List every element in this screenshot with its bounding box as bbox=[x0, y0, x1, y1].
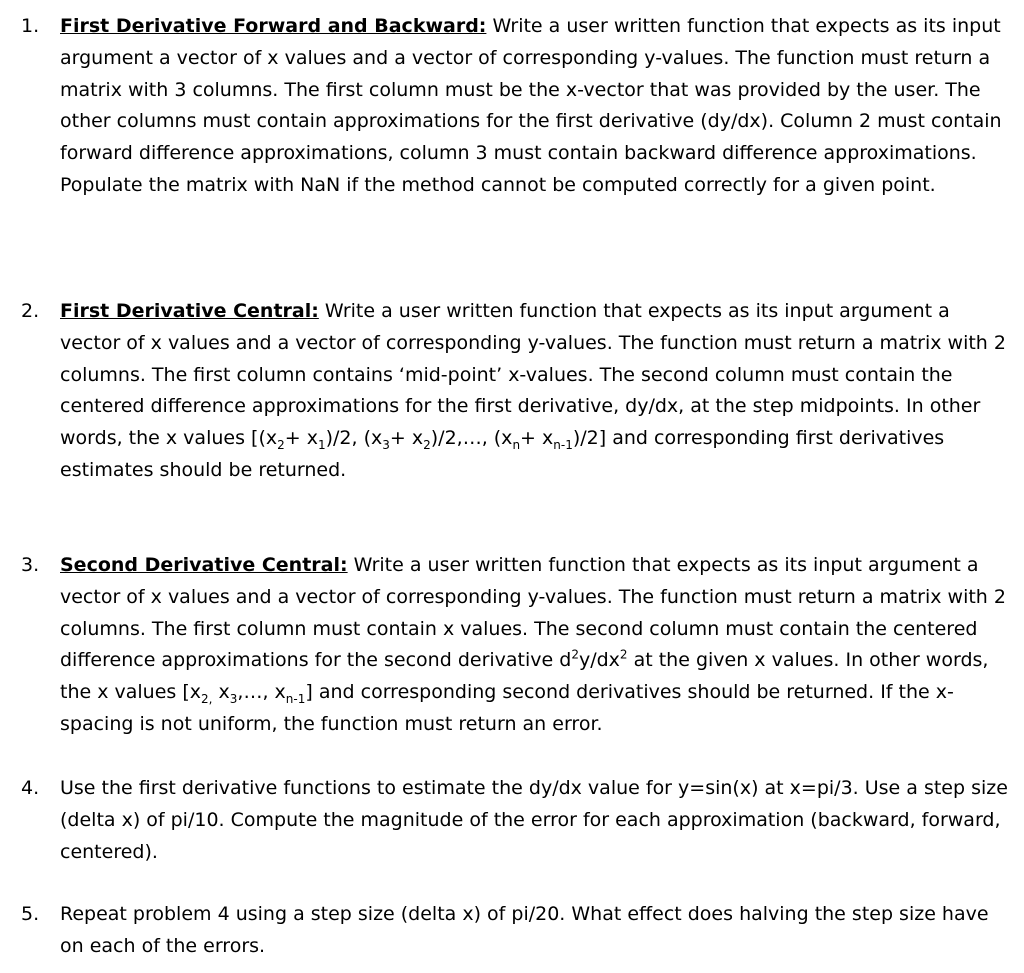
problem-text: Write a user written function that expects as its input argument a vector of x values and a vector of corresponding y-values. The function must return a matrix with 3 columns. The first column must be the x-vector that was provided by the user. The other columns must contain approximations for the first derivative (dy/dx). Column 2 must contain forward difference approximations, column 3 must contain backward difference approximations. Populate the matrix with NaN if the method cannot be computed correctly for a given point. bbox=[60, 15, 1002, 196]
problem-heading: First Derivative Central: bbox=[60, 300, 319, 322]
problem-text: Repeat problem 4 using a step size (delta x) of pi/20. What effect does halving the step size have on each of the errors. bbox=[60, 903, 989, 957]
problem-text: Use the first derivative functions to estimate the dy/dx value for y=sin(x) at x=pi/3. Use a step size (delta x) of pi/10. Compute the magnitude of the error for each approximation (backward, forward, centered). bbox=[60, 777, 1008, 863]
problem-body bbox=[60, 773, 1010, 868]
problem-number: 5. bbox=[21, 903, 40, 925]
problem-text-after: and corresponding second derivatives should be returned. If the x-spacing is not uniform, the function must return an error. bbox=[60, 681, 954, 735]
problem-text-mid2: at the given x values. In other words, the x values bbox=[60, 649, 989, 704]
x-values-formula: [$x_{2,}$ $x_3,\dots$, $x_{n-1}$] bbox=[182, 681, 313, 706]
problem-text: Write a user written function that expects as its input argument a vector of x values and a vector of corresponding y-values. The function must return a matrix with 2 columns. The first column must contain x values. The second column must contain the centered difference approximations for the second derivative d bbox=[60, 554, 1006, 672]
midpoint-formula: [$(x_2+ x_1)/2$, ($x_3+$ $x_2)/2,\dots$, $(x_n+ x_{n-1})/2$] bbox=[251, 427, 607, 452]
superscript: 2 bbox=[571, 648, 579, 663]
problem-text-mid: y/dx bbox=[578, 649, 620, 672]
problem-body bbox=[60, 11, 1010, 202]
problem-body bbox=[60, 296, 1010, 487]
problem-body bbox=[60, 899, 1010, 963]
problem-number: 2. bbox=[21, 300, 40, 322]
problem-text: Write a user written function that expects as its input argument a vector of x values and a vector of corresponding y-values. The function must return a matrix with 2 columns. The first column contains ‘mid-point’ x-values. The second column must contain the centered difference approximations for the first derivative, dy/dx, at the step midpoints. In other words, the x values bbox=[60, 300, 1006, 450]
problem-heading: First Derivative Forward and Backward: bbox=[60, 15, 487, 37]
problem-text-after: and corresponding first derivatives estimates should be returned. bbox=[60, 427, 945, 481]
problem-body bbox=[60, 550, 1010, 741]
problem-heading: Second Derivative Central: bbox=[60, 554, 348, 576]
problem-number: 4. bbox=[21, 777, 40, 799]
problem-number: 1. bbox=[21, 15, 40, 37]
superscript: 2 bbox=[619, 648, 628, 663]
problem-number: 3. bbox=[21, 554, 40, 576]
